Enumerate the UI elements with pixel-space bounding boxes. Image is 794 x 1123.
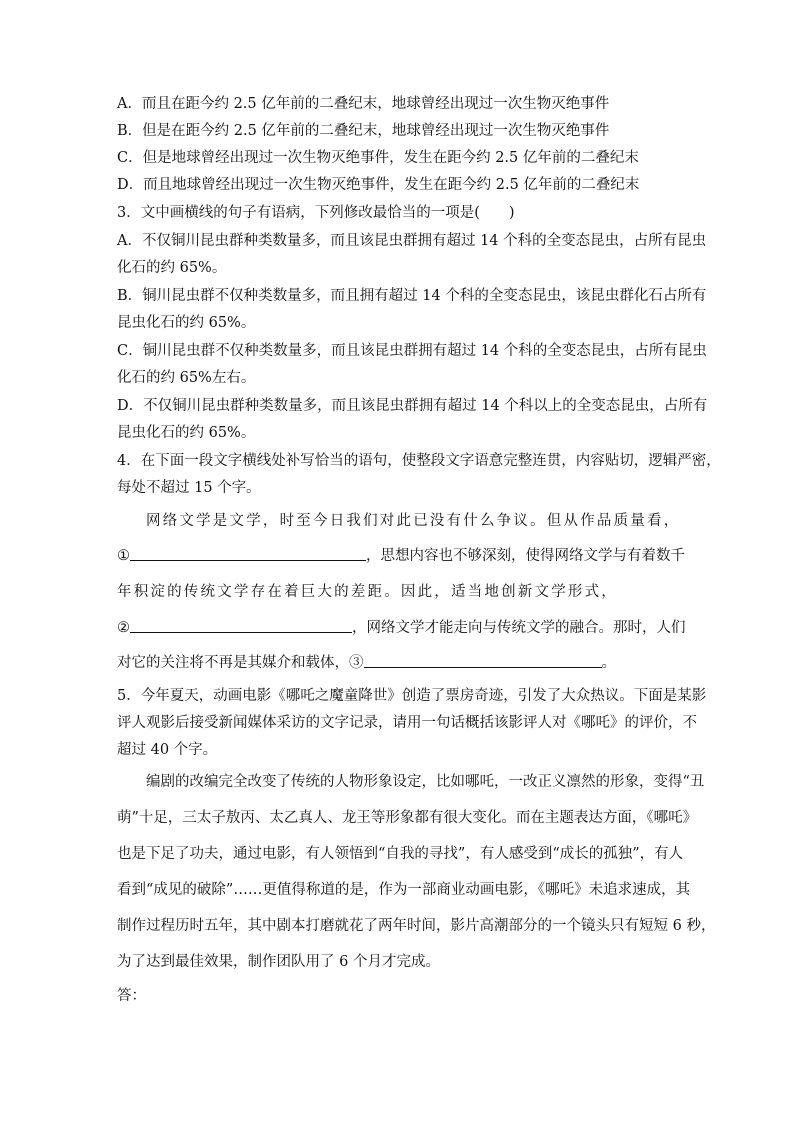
q4-passage-end: 。 <box>601 655 616 671</box>
q4-stem-line2: 每处不超过 15 个字。 <box>117 480 261 496</box>
q4-passage-line4 <box>117 618 686 638</box>
q2-option-a: A．而且在距今约 2.5 亿年前的二叠纪末，地球曾经出现过一次生物灭绝事件 <box>117 96 610 112</box>
answer-blank-1[interactable] <box>130 546 366 561</box>
q4-stem-line1: 4．在下面一段文字横线处补写恰当的语句，使整段文字语意完整连贯，内容贴切，逻辑严密， <box>117 453 721 469</box>
blank-marker-2: ② <box>117 620 130 636</box>
q4-passage-line5-text: 对它的关注将不再是其媒介和载体，③ <box>117 655 364 671</box>
answer-blank-3[interactable] <box>364 653 602 668</box>
q4-passage-line2 <box>117 546 685 566</box>
blank-marker-1: ① <box>117 548 130 564</box>
q3-option-d-line2: 昆虫化石的约 65%。 <box>117 425 256 441</box>
q3-stem: 3．文中画横线的句子有语病，下列修改最恰当的一项是( ) <box>117 205 515 221</box>
q3-option-b-line2: 昆虫化石的约 65%。 <box>117 315 256 331</box>
q3-option-b-line1: B．铜川昆虫群不仅种类数量多，而且拥有超过 14 个科的全变态昆虫，该昆虫群化石占所有 <box>117 288 707 304</box>
q3-option-c-line2: 化石的约 65%左右。 <box>117 370 256 386</box>
q3-option-a-line1: A．不仅铜川昆虫群种类数量多，而且该昆虫群拥有超过 14 个科的全变态昆虫，占所有昆虫 <box>117 233 707 249</box>
q4-passage-line4-text: ，网络文学才能走向与传统文学的融合。那时，人们 <box>352 620 686 636</box>
q5-stem-line2: 评人观影后接受新闻媒体采访的文字记录，请用一句话概括该影评人对《哪吒》的评价，不 <box>117 715 697 731</box>
q3-option-a-line2: 化石的约 65%。 <box>117 260 227 276</box>
q5-passage-line1: 编剧的改编完全改变了传统的人物形象设定，比如哪吒，一改正义凛然的形象，变得“丑 <box>146 774 705 790</box>
q5-passage-line3: 也是下足了功夫，通过电影，有人领悟到“自我的寻找”，有人感受到“成长的孤独”，有人 <box>117 846 684 862</box>
answer-blank-2[interactable] <box>130 618 352 633</box>
q5-passage-line2: 萌”十足，三太子敖丙、太乙真人、龙王等形象都有很大变化。而在主题表达方面，《哪吒》 <box>117 810 698 826</box>
q5-passage-line4: 看到“成见的破除”……更值得称道的是，作为一部商业动画电影，《哪吒》未追求速成，其 <box>117 882 691 898</box>
q5-stem-line1: 5．今年夏天，动画电影《哪吒之魔童降世》创造了票房奇迹，引发了大众热议。下面是某影 <box>117 688 707 704</box>
q5-passage-line6: 为了达到最佳效果，制作团队用了 6 个月才完成。 <box>117 954 440 970</box>
q5-stem-line3: 超过 40 个字。 <box>117 742 218 758</box>
q4-passage-line5 <box>117 653 616 673</box>
q2-option-c: C．但是地球曾经出现过一次生物灭绝事件，发生在距今约 2.5 亿年前的二叠纪末 <box>117 150 639 166</box>
q4-passage-line1: 网络文学是文学，时至今日我们对此已没有什么争议。但从作品质量看， <box>146 513 681 529</box>
q5-passage-line5: 制作过程历时五年，其中剧本打磨就花了两年时间，影片高潮部分的一个镜头只有短短 6 秒， <box>117 918 716 934</box>
q3-option-d-line1: D．不仅铜川昆虫群种类数量多，而且该昆虫群拥有超过 14 个科以上的全变态昆虫，占所有 <box>117 398 708 414</box>
q4-passage-line2-text: ，思想内容也不够深刻，使得网络文学与有着数千 <box>366 548 685 564</box>
q3-option-c-line1: C．铜川昆虫群不仅种类数量多，而且该昆虫群拥有超过 14 个科的全变态昆虫，占所有昆虫 <box>117 343 707 359</box>
q2-option-d: D．而且地球曾经出现过一次生物灭绝事件，发生在距今约 2.5 亿年前的二叠纪末 <box>117 177 640 193</box>
q4-passage-line3: 年积淀的传统文学存在着巨大的差距。因此，适当地创新文学形式， <box>117 584 618 600</box>
q2-option-b: B．但是在距今约 2.5 亿年前的二叠纪末，地球曾经出现过一次生物灭绝事件 <box>117 123 610 139</box>
answer-label: 答： <box>117 988 146 1004</box>
